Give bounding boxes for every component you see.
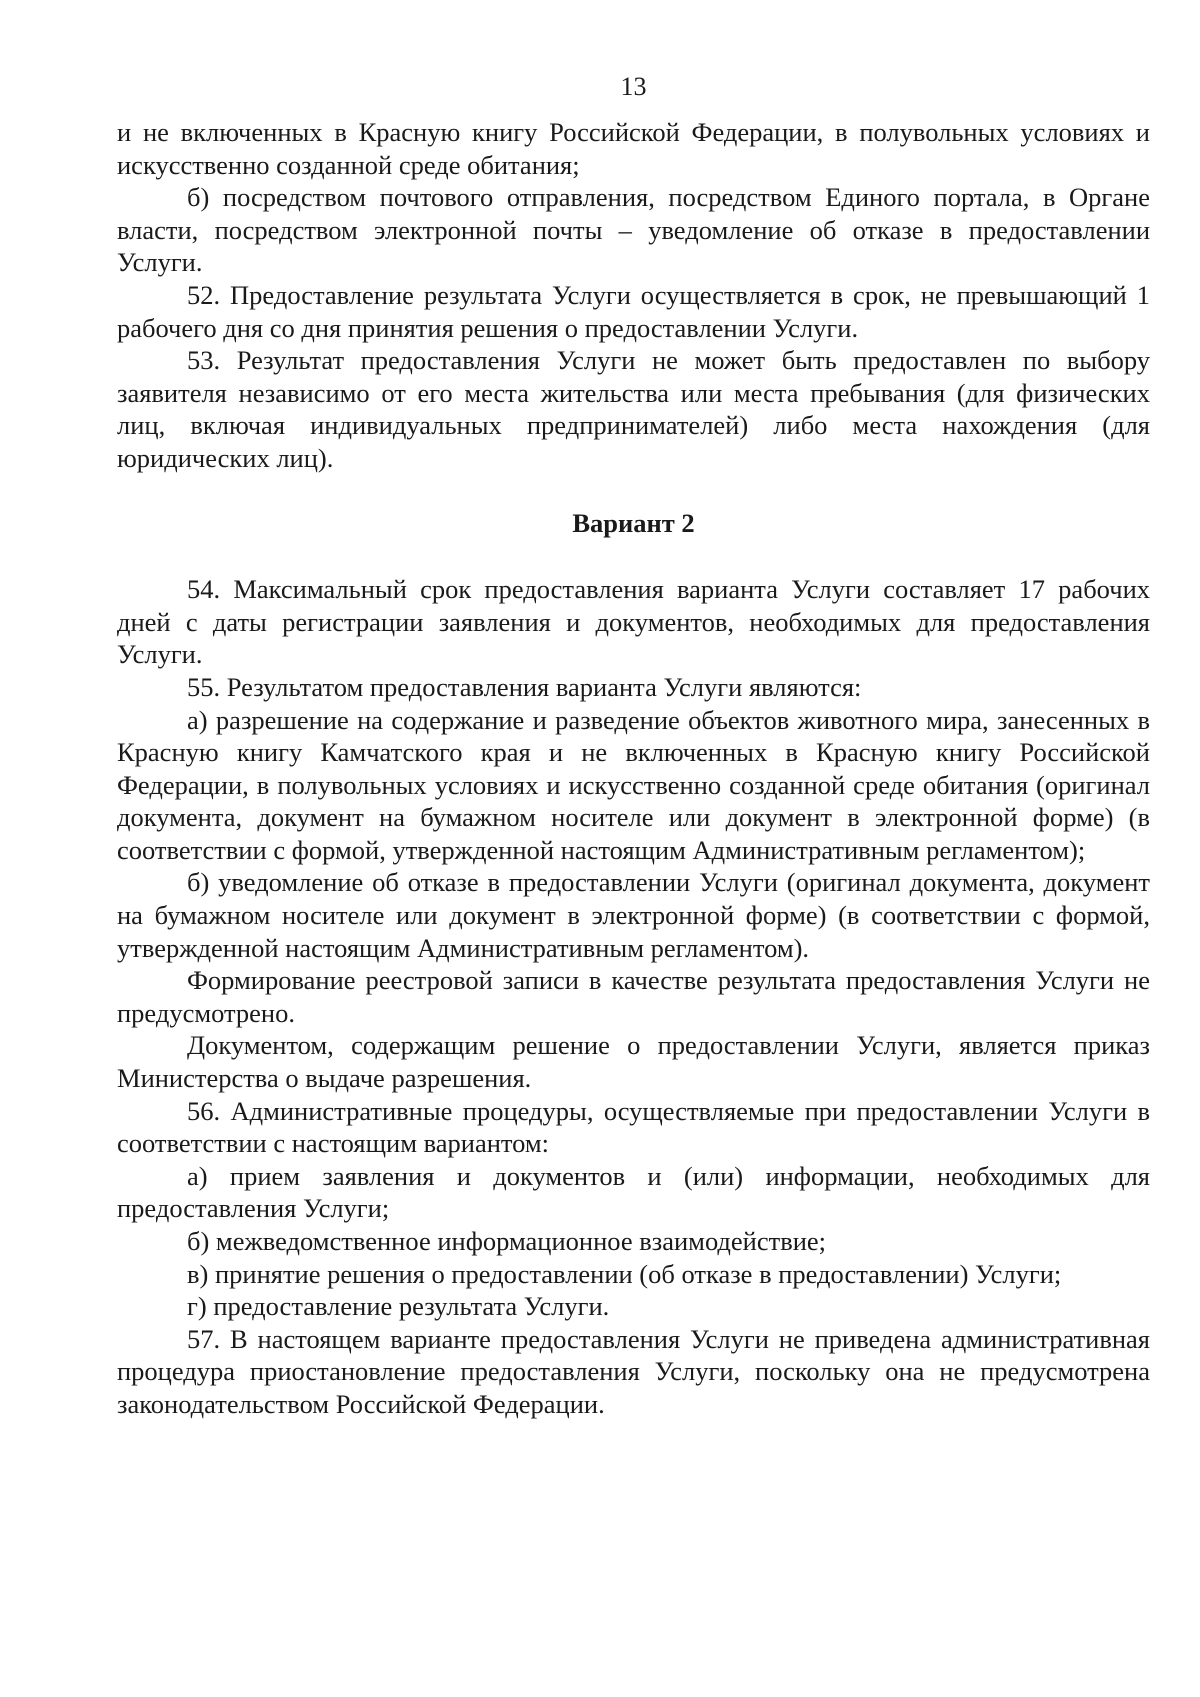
paragraph-55-b: б) уведомление об отказе в предоставлении Услуги (оригинал документа, документ на бумажном носителе или документ в электронной форме) (в соответствии с формой, утвержденной настоящим Административным регламентом). bbox=[117, 867, 1150, 963]
section-before-heading bbox=[117, 116, 1150, 475]
section-heading: Вариант 2 bbox=[572, 507, 695, 538]
paragraph-56-b: б) межведомственное информационное взаимодействие; bbox=[187, 1226, 827, 1256]
paragraph-55-a: а) разрешение на содержание и разведение объектов животного мира, занесенных в Красную книгу Камчатского края и не включенных в Красную книгу Российской Федерации, в полувольных условиях и искусственно созданной среде обитания (оригинал документа, документ на бумажном носителе или документ в электронной форме) (в соответствии с формой, утвержденной настоящим Административным регламентом); bbox=[117, 704, 1150, 865]
paragraph-52: 52. Предоставление результата Услуги осуществляется в срок, не превышающий 1 рабочего дня со дня принятия решения о предоставлении Услуги. bbox=[117, 279, 1150, 343]
page-number: 13 bbox=[620, 72, 647, 101]
paragraph-56: 56. Административные процедуры, осуществляемые при предоставлении Услуги в соответствии с настоящим вариантом: bbox=[117, 1095, 1150, 1159]
section-variant-2 bbox=[117, 573, 1150, 1420]
paragraph-56-g: г) предоставление результата Услуги. bbox=[187, 1291, 610, 1322]
document-page bbox=[117, 70, 1150, 1421]
paragraph-continuation: и не включенных в Красную книгу Российской Федерации, в полувольных условиях и искусственно созданной среде обитания; bbox=[117, 117, 1150, 180]
paragraph-53: 53. Результат предоставления Услуги не может быть предоставлен по выбору заявителя независимо от его места жительства или места пребывания (для физических лиц, включая индивидуальных предпринимателей) либо места нахождения (для юридических лиц). bbox=[117, 345, 1150, 473]
paragraph-decision-document: Документом, содержащим решение о предоставлении Услуги, является приказ Министерства о выдаче разрешения. bbox=[117, 1030, 1150, 1094]
paragraph-item-b: б) посредством почтового отправления, посредством Единого портала, в Органе власти, посредством электронной почты – уведомление об отказе в предоставлении Услуги. bbox=[117, 182, 1150, 278]
paragraph-56-v: в) принятие решения о предоставлении (об отказе в предоставлении) Услуги; bbox=[187, 1258, 1062, 1289]
paragraph-55: 55. Результатом предоставления варианта Услуги являются: bbox=[187, 671, 862, 702]
paragraph-54: 54. Максимальный срок предоставления варианта Услуги составляет 17 рабочих дней с даты регистрации заявления и документов, необходимых для предоставления Услуги. bbox=[117, 574, 1150, 670]
paragraph-56-a: а) прием заявления и документов и (или) информации, необходимых для предоставления Услуги; bbox=[117, 1160, 1150, 1224]
paragraph-registry-record: Формирование реестровой записи в качестве результата предоставления Услуги не предусмотрено. bbox=[117, 965, 1150, 1028]
paragraph-57: 57. В настоящем варианте предоставления Услуги не приведена административная процедура приостановление предоставления Услуги, поскольку она не предусмотрена законодательством Российской Федерации. bbox=[117, 1323, 1150, 1419]
